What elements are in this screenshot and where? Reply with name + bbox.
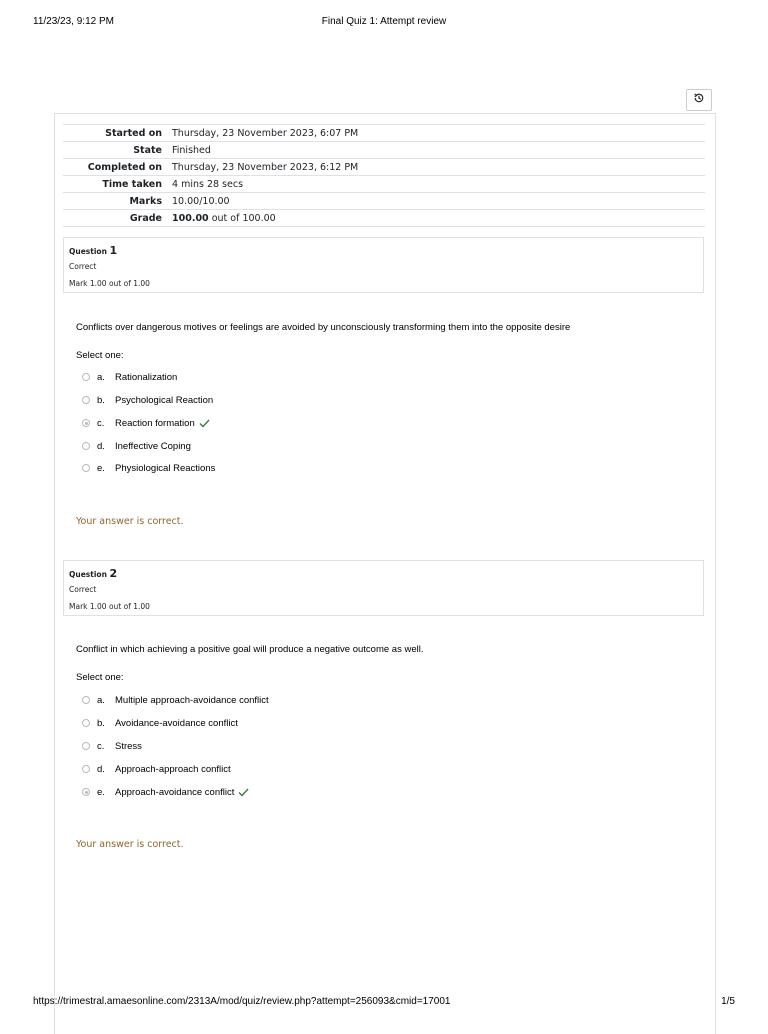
summary-label: Marks bbox=[63, 193, 172, 210]
option-label: Ineffective Coping bbox=[115, 440, 191, 452]
summary-value: 10.00/10.00 bbox=[172, 193, 705, 210]
radio-button[interactable] bbox=[82, 396, 90, 404]
answer-option-selected[interactable] bbox=[82, 416, 210, 430]
print-page-title: Final Quiz 1: Attempt review bbox=[321, 16, 447, 27]
option-letter: a. bbox=[97, 694, 105, 706]
option-letter: e. bbox=[97, 786, 105, 798]
option-letter: b. bbox=[97, 717, 105, 729]
radio-button-checked[interactable] bbox=[82, 788, 90, 796]
summary-row-completed bbox=[63, 159, 705, 176]
question-num: 2 bbox=[109, 567, 118, 580]
option-label: Physiological Reactions bbox=[115, 462, 216, 474]
question-text: Conflict in which achieving a positive goal will produce a negative outcome as well. bbox=[76, 644, 424, 655]
answer-feedback: Your answer is correct. bbox=[76, 839, 184, 850]
question-info-2 bbox=[63, 560, 704, 616]
question-mark: Mark 1.00 out of 1.00 bbox=[69, 279, 150, 288]
answer-option-selected[interactable] bbox=[82, 785, 249, 799]
question-mark: Mark 1.00 out of 1.00 bbox=[69, 602, 150, 611]
grade-value: 100.00 bbox=[172, 212, 209, 224]
option-letter: d. bbox=[97, 440, 105, 452]
select-one-prompt: Select one: bbox=[76, 672, 124, 683]
option-label: Approach-approach conflict bbox=[115, 763, 231, 775]
summary-label: Started on bbox=[63, 125, 172, 142]
radio-button[interactable] bbox=[82, 719, 90, 727]
option-letter: c. bbox=[97, 417, 105, 429]
radio-button[interactable] bbox=[82, 765, 90, 773]
answer-option[interactable] bbox=[82, 370, 177, 384]
answer-option[interactable] bbox=[82, 739, 142, 753]
summary-value: Thursday, 23 November 2023, 6:07 PM bbox=[172, 125, 705, 142]
option-letter: c. bbox=[97, 740, 105, 752]
question-number bbox=[69, 244, 117, 257]
radio-button[interactable] bbox=[82, 442, 90, 450]
summary-label: State bbox=[63, 142, 172, 159]
radio-button-checked[interactable] bbox=[82, 419, 90, 427]
select-one-prompt: Select one: bbox=[76, 350, 124, 361]
radio-button[interactable] bbox=[82, 742, 90, 750]
print-page-number: 1/5 bbox=[721, 996, 735, 1007]
question-prefix: Question bbox=[69, 247, 110, 256]
summary-label: Completed on bbox=[63, 159, 172, 176]
summary-row-state bbox=[63, 142, 705, 159]
history-icon bbox=[693, 91, 705, 109]
question-info-1 bbox=[63, 237, 704, 293]
print-datetime: 11/23/23, 9:12 PM bbox=[33, 16, 114, 27]
option-label: Multiple approach-avoidance conflict bbox=[115, 694, 269, 706]
print-url: https://trimestral.amaesonline.com/2313A/mod/quiz/review.php?attempt=256093&cmid=17001 bbox=[33, 996, 451, 1007]
option-label: Rationalization bbox=[115, 371, 178, 383]
history-button[interactable] bbox=[686, 89, 712, 111]
summary-value: Thursday, 23 November 2023, 6:12 PM bbox=[172, 159, 705, 176]
question-state: Correct bbox=[69, 262, 97, 271]
summary-row-time-taken bbox=[63, 176, 705, 193]
radio-button[interactable] bbox=[82, 464, 90, 472]
option-label: Stress bbox=[115, 740, 142, 752]
summary-value bbox=[172, 210, 705, 227]
grade-out-of: out of 100.00 bbox=[208, 212, 276, 224]
answer-feedback: Your answer is correct. bbox=[76, 516, 184, 527]
summary-label: Grade bbox=[63, 210, 172, 227]
answer-option[interactable] bbox=[82, 439, 191, 453]
option-letter: b. bbox=[97, 394, 105, 406]
summary-value: Finished bbox=[172, 142, 705, 159]
radio-button[interactable] bbox=[82, 373, 90, 381]
option-label: Approach-avoidance conflict bbox=[115, 786, 235, 798]
summary-label: Time taken bbox=[63, 176, 172, 193]
answer-option[interactable] bbox=[82, 716, 238, 730]
summary-row-marks bbox=[63, 193, 705, 210]
question-text: Conflicts over dangerous motives or feelings are avoided by unconsciously transforming them into the opposite desire bbox=[76, 322, 571, 333]
answer-option[interactable] bbox=[82, 693, 269, 707]
summary-value: 4 mins 28 secs bbox=[172, 176, 705, 193]
option-label: Psychological Reaction bbox=[115, 394, 214, 406]
summary-row-started bbox=[63, 125, 705, 142]
answer-option[interactable] bbox=[82, 461, 215, 475]
question-prefix: Question bbox=[69, 570, 110, 579]
answer-option[interactable] bbox=[82, 762, 231, 776]
option-letter: d. bbox=[97, 763, 105, 775]
question-number bbox=[69, 567, 117, 580]
option-letter: e. bbox=[97, 462, 105, 474]
option-label: Reaction formation bbox=[115, 417, 195, 429]
summary-row-grade bbox=[63, 210, 705, 227]
check-icon bbox=[199, 419, 210, 428]
radio-button[interactable] bbox=[82, 696, 90, 704]
question-state: Correct bbox=[69, 585, 97, 594]
question-num: 1 bbox=[109, 244, 118, 257]
option-letter: a. bbox=[97, 371, 105, 383]
check-icon bbox=[238, 788, 249, 797]
attempt-summary-table bbox=[63, 124, 705, 227]
answer-option[interactable] bbox=[82, 393, 213, 407]
option-label: Avoidance-avoidance conflict bbox=[115, 717, 238, 729]
